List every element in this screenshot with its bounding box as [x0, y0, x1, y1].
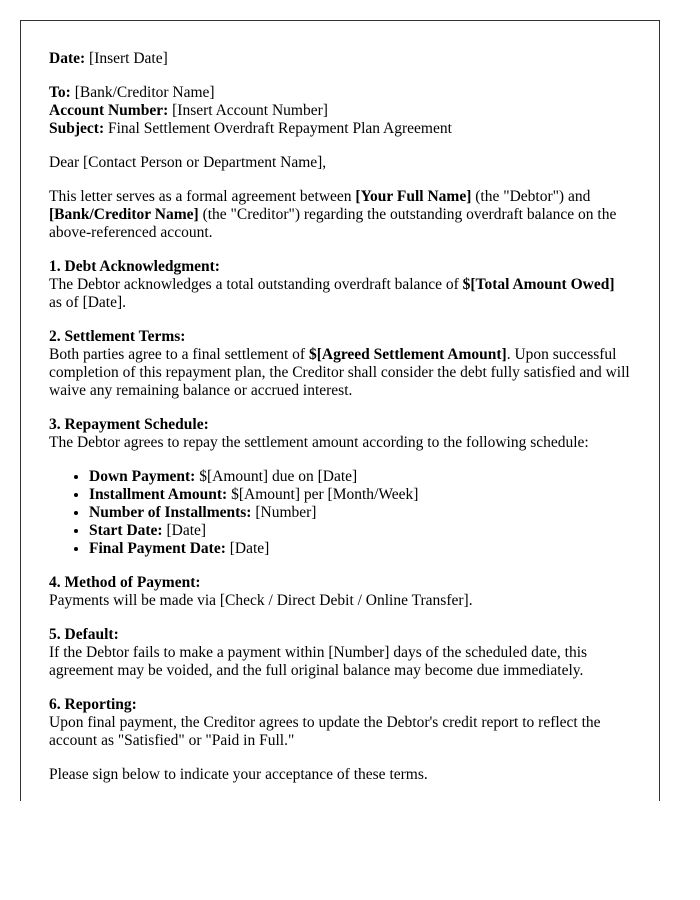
item-value: [Date] — [162, 522, 207, 539]
section-text: The Debtor agrees to repay the settlement amount according to the following schedule: — [49, 434, 589, 451]
account-line — [49, 102, 631, 120]
section-text: as of [Date]. — [49, 294, 127, 311]
letter-document — [20, 20, 660, 801]
schedule-list — [49, 468, 631, 558]
section-text: If the Debtor fails to make a payment within [Number] days of the scheduled date, this agreement may be voided, and the full original balance may become due immediately. — [49, 644, 588, 679]
item-label: Installment Amount: — [89, 486, 228, 503]
item-label: Down Payment: — [89, 468, 196, 485]
account-label: Account Number: — [49, 102, 169, 119]
to-value: [Bank/Creditor Name] — [74, 84, 215, 101]
section-settlement-terms — [49, 328, 631, 400]
item-value: $[Amount] due on [Date] — [195, 468, 358, 485]
section-text: . Upon successful completion of this repayment plan, the Creditor shall consider the debt fully satisfied and will waive any remaining balance or accrued interest. — [49, 346, 630, 399]
section-method-of-payment — [49, 574, 631, 610]
agreed-settlement-amount: $[Agreed Settlement Amount] — [308, 346, 507, 363]
date-label: Date: — [49, 50, 86, 67]
section-text: Upon final payment, the Creditor agrees to update the Debtor's credit report to reflect the account as "Satisfied" or "Paid in Full." — [49, 714, 601, 749]
closing-paragraph: Please sign below to indicate your acceptance of these terms. — [49, 766, 428, 783]
total-amount-owed: $[Total Amount Owed] — [462, 276, 615, 293]
section-title: 3. Repayment Schedule: — [49, 416, 209, 433]
subject-label: Subject: — [49, 120, 105, 137]
date-value: [Insert Date] — [89, 50, 168, 67]
list-item — [89, 540, 631, 558]
section-title: 6. Reporting: — [49, 696, 137, 713]
debtor-name: [Your Full Name] — [355, 188, 472, 205]
salutation: Dear [Contact Person or Department Name], — [49, 154, 327, 171]
item-value: [Number] — [251, 504, 317, 521]
section-title: 1. Debt Acknowledgment: — [49, 258, 220, 275]
section-default — [49, 626, 631, 680]
intro-text-2: (the "Debtor") and — [471, 188, 591, 205]
section-text: The Debtor acknowledges a total outstanding overdraft balance of — [49, 276, 463, 293]
item-label: Start Date: — [89, 522, 163, 539]
list-item — [89, 468, 631, 486]
intro-text-3: (the "Creditor") regarding the outstanding overdraft balance on the above-referenced account. — [49, 206, 617, 241]
item-value: $[Amount] per [Month/Week] — [227, 486, 419, 503]
recipient-block — [49, 84, 631, 138]
section-title: 2. Settlement Terms: — [49, 328, 186, 345]
list-item — [89, 504, 631, 522]
list-item — [89, 522, 631, 540]
date-line — [49, 50, 631, 68]
creditor-name: [Bank/Creditor Name] — [49, 206, 199, 223]
item-label: Number of Installments: — [89, 504, 252, 521]
subject-line — [49, 120, 631, 138]
section-debt-acknowledgment — [49, 258, 631, 312]
intro-text-1: This letter serves as a formal agreement between — [49, 188, 356, 205]
item-label: Final Payment Date: — [89, 540, 226, 557]
to-line — [49, 84, 631, 102]
section-text: Both parties agree to a final settlement of — [49, 346, 309, 363]
list-item — [89, 486, 631, 504]
letter-header — [49, 50, 631, 68]
section-reporting — [49, 696, 631, 750]
intro-paragraph — [49, 188, 631, 242]
item-value: [Date] — [225, 540, 270, 557]
to-label: To: — [49, 84, 71, 101]
subject-value: Final Settlement Overdraft Repayment Plan Agreement — [107, 120, 452, 137]
section-repayment-schedule — [49, 416, 631, 452]
section-title: 4. Method of Payment: — [49, 574, 201, 591]
section-text: Payments will be made via [Check / Direct Debit / Online Transfer]. — [49, 592, 473, 609]
section-title: 5. Default: — [49, 626, 119, 643]
account-value: [Insert Account Number] — [172, 102, 328, 119]
